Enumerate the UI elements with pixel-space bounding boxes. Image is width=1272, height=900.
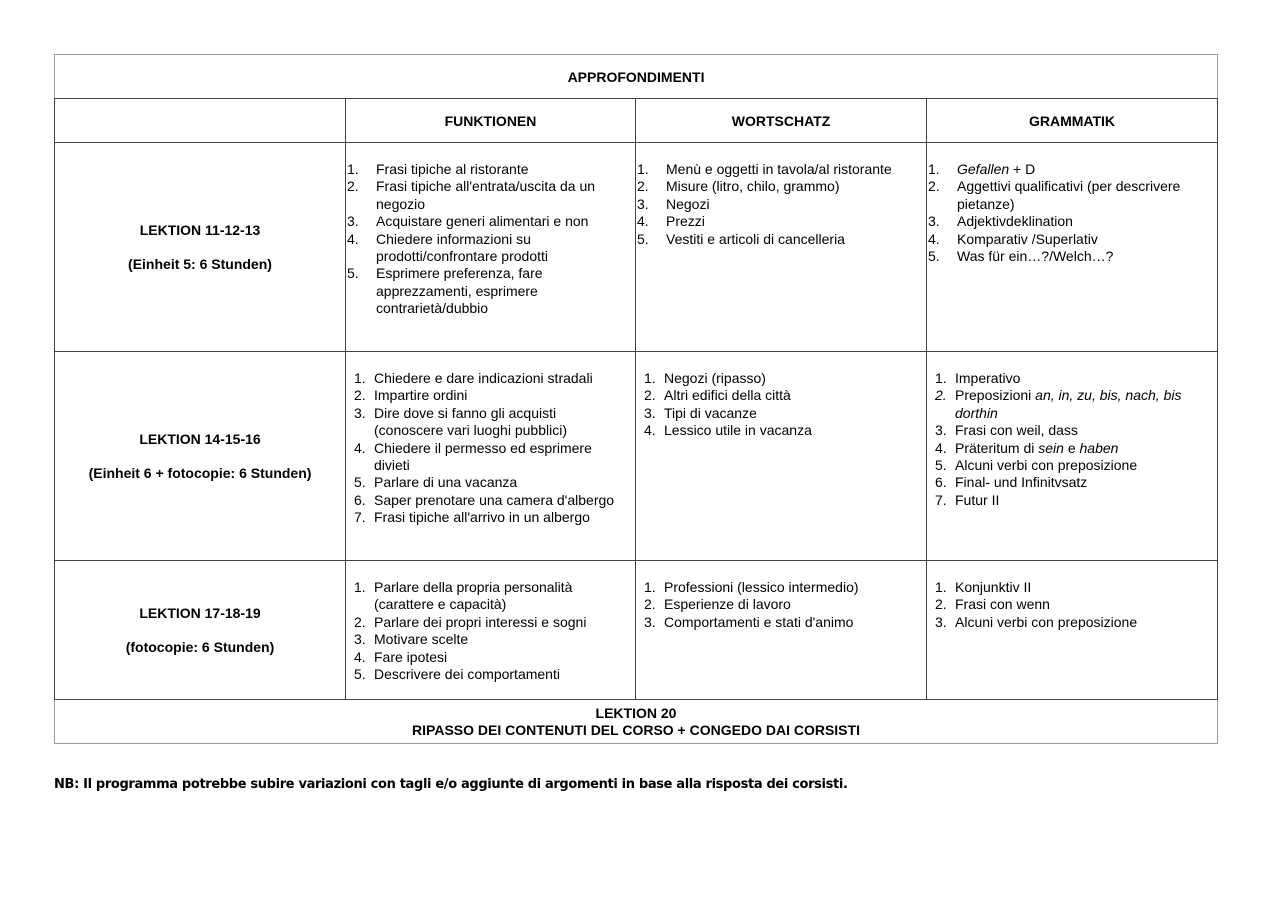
list-item-text — [955, 440, 1211, 457]
list-item-number: 1. — [644, 579, 656, 595]
list-item-text — [376, 161, 629, 178]
text-part: Esperienze di lavoro — [664, 596, 791, 613]
lesson-title: LEKTION 14-15-16 — [139, 431, 261, 447]
list-item — [346, 614, 629, 631]
wortschatz-cell — [636, 143, 927, 352]
text-part: Menù e oggetti in tavola/al ristorante — [666, 161, 892, 177]
list-item — [927, 387, 1211, 422]
list-item-number: 5. — [935, 457, 947, 474]
list-item-number: 1. — [637, 161, 649, 177]
list-item — [346, 213, 629, 230]
list-item — [346, 231, 629, 266]
list-item-number: 7. — [935, 491, 947, 508]
text-part: Misure (litro, chilo, grammo) — [666, 178, 840, 195]
text-part: Präteritum di — [955, 439, 1039, 456]
list-item — [927, 440, 1211, 457]
table-row — [55, 352, 1218, 561]
final-lesson-description: RIPASSO DEI CONTENUTI DEL CORSO + CONGEDO DAI CORSISTI — [412, 721, 860, 738]
list-item-text — [957, 231, 1211, 248]
list-item-text — [955, 387, 1211, 422]
list-item — [346, 492, 629, 509]
column-header-wortschatz: WORTSCHATZ — [636, 99, 927, 143]
list-item-number: 1. — [354, 370, 366, 386]
list-item — [346, 440, 629, 475]
grammatik-list — [927, 143, 1217, 265]
list-item-text — [664, 422, 920, 439]
list-item-text — [957, 248, 1211, 265]
lesson-cell — [55, 561, 346, 700]
list-item-text — [664, 579, 920, 596]
list-item — [927, 161, 1211, 178]
list-item-number: 5. — [354, 666, 366, 683]
lesson-cell — [55, 352, 346, 561]
text-part: Descrivere dei comportamenti — [374, 666, 560, 683]
list-item-text — [955, 422, 1211, 439]
list-item-number: 4. — [935, 439, 947, 456]
text-part: Dire dove si fanno gli acquisti (conoscere vari luoghi pubblici) — [374, 404, 567, 439]
wortschatz-cell — [636, 561, 927, 700]
lesson-title: LEKTION 17-18-19 — [139, 605, 261, 621]
list-item-number: 3. — [928, 213, 940, 230]
list-item-text — [664, 370, 920, 387]
list-item-number: 2. — [644, 596, 656, 613]
list-item — [346, 387, 629, 404]
list-item — [927, 178, 1211, 213]
italic-term: haben — [1079, 439, 1119, 456]
wortschatz-list — [636, 352, 926, 440]
text-part: Was für ein…?/Welch…? — [957, 248, 1114, 265]
list-item-text — [957, 178, 1211, 213]
lesson-detail: (Einheit 5: 6 Stunden) — [128, 256, 272, 272]
list-item-text — [955, 579, 1211, 596]
list-item-text — [376, 178, 629, 213]
list-item-number: 4. — [347, 230, 359, 247]
funktionen-list — [346, 352, 635, 527]
list-item — [927, 474, 1211, 491]
funktionen-list — [346, 561, 635, 683]
list-item-number: 6. — [935, 474, 947, 491]
text-part: Negozi — [666, 195, 710, 212]
list-item — [927, 579, 1211, 596]
list-item-text — [374, 405, 629, 440]
text-part: Motivare scelte — [374, 631, 469, 648]
list-item-number: 2. — [347, 178, 359, 195]
text-part: Comportamenti e stati d'animo — [664, 613, 854, 630]
text-part: Prezzi — [666, 213, 705, 230]
text-part: Parlare della propria personalità (carattere e capacità) — [374, 579, 573, 613]
list-item-number: 1. — [928, 161, 940, 177]
funktionen-list — [346, 143, 635, 318]
text-part: Chiedere il permesso ed esprimere divieti — [374, 439, 592, 474]
list-item-text — [374, 649, 629, 666]
list-item-number: 3. — [644, 404, 656, 421]
text-part: Fare ipotesi — [374, 648, 448, 665]
list-item-text — [376, 231, 629, 266]
lesson-detail: (fotocopie: 6 Stunden) — [125, 639, 275, 655]
list-item — [927, 596, 1211, 613]
list-item-text — [666, 213, 920, 230]
list-item-text — [374, 387, 629, 404]
text-part: Frasi tipiche al ristorante — [376, 161, 529, 177]
list-item-number: 5. — [347, 265, 359, 282]
text-part: Komparativ /Superlativ — [957, 230, 1098, 247]
list-item — [346, 405, 629, 440]
list-item-text — [955, 492, 1211, 509]
column-header-funktionen: FUNKTIONEN — [346, 99, 636, 143]
text-part: Aggettivi qualificativi (per descrivere pietanze) — [957, 178, 1181, 212]
final-lesson-cell — [55, 700, 1218, 744]
text-part: Frasi con weil, dass — [955, 422, 1078, 439]
list-item-text — [957, 213, 1211, 230]
list-item — [636, 387, 920, 404]
list-item-text — [374, 492, 629, 509]
list-item — [927, 213, 1211, 230]
final-lesson-title: LEKTION 20 — [595, 704, 677, 721]
list-item — [636, 596, 920, 613]
list-item — [346, 178, 629, 213]
table-row — [55, 561, 1218, 700]
list-item-number: 5. — [928, 248, 940, 265]
list-item-number: 1. — [935, 579, 947, 595]
list-item — [927, 231, 1211, 248]
list-item-number: 4. — [354, 439, 366, 456]
list-item-text — [374, 631, 629, 648]
list-item-text — [666, 178, 920, 195]
list-item — [636, 579, 920, 596]
list-item — [636, 370, 920, 387]
text-part: Imperativo — [955, 370, 1021, 386]
text-part: Altri edifici della città — [664, 387, 791, 404]
list-item-text — [955, 474, 1211, 491]
list-item-number: 2. — [354, 613, 366, 630]
list-item-text — [374, 440, 629, 475]
list-item — [636, 231, 920, 248]
list-item-number: 2. — [935, 596, 947, 613]
list-item-number: 3. — [347, 213, 359, 230]
column-header-empty — [55, 99, 346, 143]
list-item-number: 3. — [644, 613, 656, 630]
text-part: Vestiti e articoli di cancelleria — [666, 230, 845, 247]
text-part: + D — [1009, 161, 1036, 177]
list-item — [346, 666, 629, 683]
list-item — [346, 265, 629, 317]
grammatik-list — [927, 561, 1217, 631]
list-item — [346, 370, 629, 387]
wortschatz-cell — [636, 352, 927, 561]
text-part: e — [1063, 439, 1080, 456]
list-item — [636, 422, 920, 439]
footnote: NB: Il programma potrebbe subire variazioni con tagli e/o aggiunte di argomenti in base alla risposta dei corsisti. — [54, 777, 848, 792]
list-item — [346, 509, 629, 526]
wortschatz-list — [636, 561, 926, 631]
funktionen-cell — [346, 352, 636, 561]
list-item-text — [374, 370, 629, 387]
list-item-number: 3. — [354, 404, 366, 421]
funktionen-cell — [346, 143, 636, 352]
lesson-title: LEKTION 11-12-13 — [139, 222, 261, 238]
list-item — [636, 196, 920, 213]
text-part: Saper prenotare una camera d'albergo — [374, 491, 615, 508]
list-item-number: 3. — [354, 631, 366, 648]
text-part: Esprimere preferenza, fare apprezzamenti, esprimere contrarietà/dubbio — [376, 265, 543, 317]
grammatik-cell — [927, 561, 1218, 700]
text-part: Konjunktiv II — [955, 579, 1032, 595]
italic-term: Gefallen — [957, 161, 1010, 177]
column-header-grammatik: GRAMMATIK — [927, 99, 1218, 143]
list-item-number: 4. — [354, 648, 366, 665]
text-part: Chiedere e dare indicazioni stradali — [374, 370, 593, 386]
grammatik-cell — [927, 352, 1218, 561]
list-item — [927, 422, 1211, 439]
list-item-number: 1. — [935, 370, 947, 386]
list-item-text — [666, 196, 920, 213]
text-part: Parlare dei propri interessi e sogni — [374, 613, 587, 630]
list-item — [927, 457, 1211, 474]
list-item-number: 5. — [637, 230, 649, 247]
list-item — [927, 248, 1211, 265]
list-item-number: 1. — [644, 370, 656, 386]
list-item-text — [666, 231, 920, 248]
list-item-number: 1. — [354, 579, 366, 595]
list-item-number: 2. — [644, 387, 656, 404]
list-item — [927, 370, 1211, 387]
list-item-text — [374, 614, 629, 631]
lesson-cell — [55, 143, 346, 352]
text-part: Negozi (ripasso) — [664, 370, 766, 386]
text-part: Impartire ordini — [374, 387, 468, 404]
list-item-text — [955, 596, 1211, 613]
list-item-number: 7. — [354, 509, 366, 526]
list-item — [927, 614, 1211, 631]
list-item-text — [374, 666, 629, 683]
funktionen-cell — [346, 561, 636, 700]
list-item-number: 3. — [935, 613, 947, 630]
list-item — [927, 492, 1211, 509]
list-item — [346, 474, 629, 491]
list-item-number: 4. — [637, 213, 649, 230]
text-part: Preposizioni — [955, 387, 1036, 404]
text-part: Futur II — [955, 491, 1000, 508]
text-part: Chiedere informazioni su prodotti/confrontare prodotti — [376, 230, 548, 265]
text-part: Professioni (lessico intermedio) — [664, 579, 859, 595]
list-item-number: 4. — [644, 422, 656, 439]
text-part: Parlare di una vacanza — [374, 474, 518, 491]
list-item-text — [664, 387, 920, 404]
list-item-number: 2. — [354, 387, 366, 404]
list-item-text — [666, 161, 920, 178]
list-item-number: 3. — [935, 422, 947, 439]
italic-term: an, in, zu, bis, nach, bis dorthin — [955, 387, 1182, 421]
text-part: Final- und Infinitvsatz — [955, 474, 1088, 491]
text-part: Alcuni verbi con preposizione — [955, 613, 1138, 630]
program-table — [54, 54, 1218, 744]
list-item — [346, 649, 629, 666]
list-item-number: 3. — [637, 195, 649, 212]
text-part: Alcuni verbi con preposizione — [955, 457, 1138, 474]
list-item-number: 2. — [928, 178, 940, 195]
list-item-text — [374, 474, 629, 491]
list-item-number: 2. — [637, 178, 649, 195]
list-item — [636, 614, 920, 631]
list-item — [636, 178, 920, 195]
text-part: Adjektivdeklination — [957, 213, 1073, 230]
list-item-text — [955, 614, 1211, 631]
grammatik-cell — [927, 143, 1218, 352]
list-item-number: 4. — [928, 230, 940, 247]
wortschatz-list — [636, 143, 926, 248]
list-item-number: 1. — [347, 161, 359, 177]
list-item — [636, 213, 920, 230]
list-item-text — [374, 509, 629, 526]
text-part: Lessico utile in vacanza — [664, 422, 812, 439]
list-item-text — [376, 265, 629, 317]
list-item-number: 6. — [354, 491, 366, 508]
list-item — [636, 405, 920, 422]
list-item — [346, 161, 629, 178]
text-part: Acquistare generi alimentari e non — [376, 213, 589, 230]
italic-term: sein — [1038, 439, 1064, 456]
list-item-text — [955, 370, 1211, 387]
list-item — [636, 161, 920, 178]
text-part: Frasi con wenn — [955, 596, 1050, 613]
list-item-text — [957, 161, 1211, 178]
lesson-detail: (Einheit 6 + fotocopie: 6 Stunden) — [88, 465, 312, 481]
list-item — [346, 631, 629, 648]
list-item-text — [376, 213, 629, 230]
table-row — [55, 143, 1218, 352]
list-item-number: 2. — [935, 387, 947, 404]
list-item-text — [664, 614, 920, 631]
list-item-text — [955, 457, 1211, 474]
text-part: Tipi di vacanze — [664, 404, 757, 421]
list-item-text — [664, 596, 920, 613]
list-item — [346, 579, 629, 614]
list-item-text — [374, 579, 629, 614]
text-part: Frasi tipiche all'entrata/uscita da un negozio — [376, 178, 596, 212]
grammatik-list — [927, 352, 1217, 509]
list-item-text — [664, 405, 920, 422]
text-part: Frasi tipiche all'arrivo in un albergo — [374, 509, 590, 526]
table-title: APPROFONDIMENTI — [55, 55, 1218, 99]
list-item-number: 5. — [354, 474, 366, 491]
